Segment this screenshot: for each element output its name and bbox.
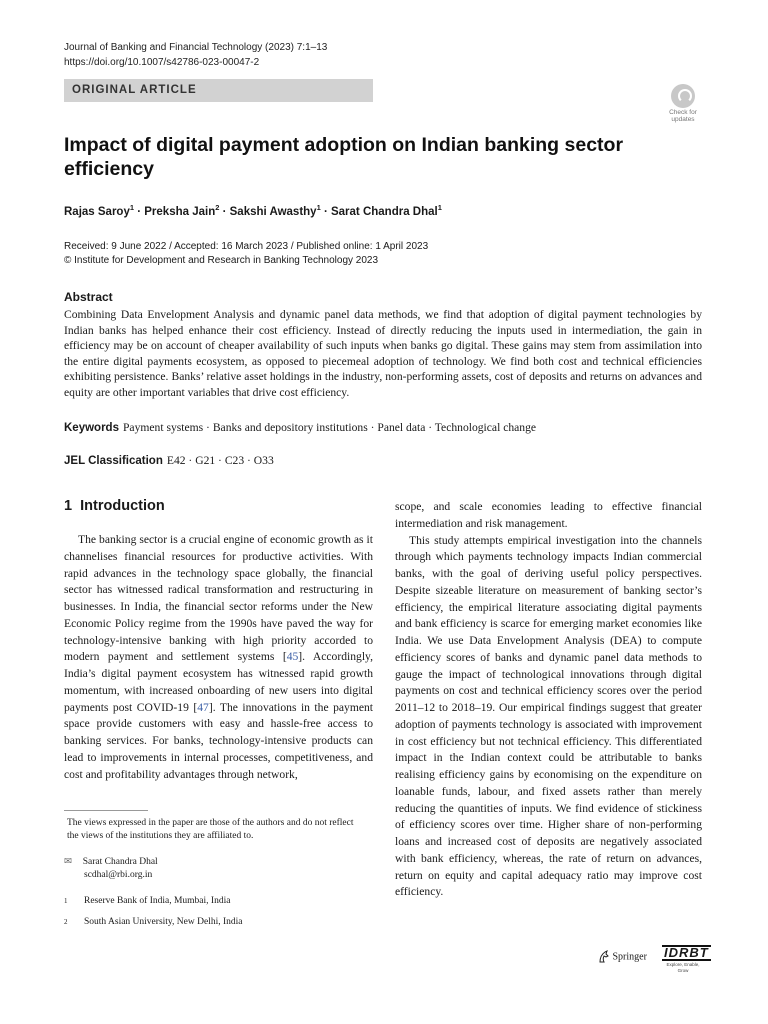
- keywords-text: Payment systems · Banks and depository institutions · Panel data · Technological change: [122, 421, 537, 434]
- abstract-text: Combining Data Envelopment Analysis and dynamic panel data methods, we find that adoption of digital payment technologies by Indian banks has helped enhance their cost efficiency. Instead of directly reducing the inputs used in intermediation, the gain in efficiency may be on account of cheaper availability of such inputs when banks go digital. These gains may stem from assimilation into the entire digital payments ecosystem, as opposed to piecemeal adoption of technology. We find both cost and technical efficiencies exhibiting persistence. Banks’ relative asset holdings in the industry, non-performing assets, cost of deposits and returns on advances and equity are other important variables that drive cost efficiency.: [64, 308, 702, 399]
- footnote-rule: [64, 810, 148, 811]
- article-dates: [64, 240, 428, 268]
- crossmark-icon: [671, 84, 695, 108]
- views-footnote: The views expressed in the paper are those of the authors and do not reflect the views of the institutions they are affiliated to.: [67, 818, 354, 841]
- citation-link[interactable]: 47: [197, 700, 209, 714]
- author-name[interactable]: Sarat Chandra Dhal: [330, 205, 438, 218]
- affiliation: $^1$ Reserve Bank of India, Mumbai, India: [64, 896, 231, 906]
- corresponding-author: ✉ Sarat Chandra Dhal scdhal@rbi.org.in: [64, 857, 158, 880]
- jel-codes: E42 · G21 · C23 · O33: [166, 454, 274, 467]
- jel-heading: JEL Classification: [64, 455, 163, 467]
- idrbt-logo: IDRBT Explore, Enable, Grow: [664, 945, 709, 973]
- author-name[interactable]: Preksha Jain: [144, 205, 216, 218]
- abstract-heading: Abstract: [64, 290, 113, 304]
- paragraph: The banking sector is a crucial engine of economic growth as it channelises financial resources for productive activities. With rapid advances in the technology space globally, the financial sector has witnessed radical transformation and restructuring in businesses. In India, the financial sector reforms under the New Economic Policy regime from the 1990s have paved the way for technology-intensive banking with high priority accorded to modern payment and settlement systems [45]. Accordingly, India’s digital payment ecosystem has witnessed rapid growth momentum, with increased onboarding of new users into digital payments post COVID-19 [47]. The innovations in the payment space provide customers with easy and hassle-free access to banking services. For banks, technology-intensive products can lead to improvements in internal processes, competitiveness, and cost and profitability advantages through network,: [64, 533, 374, 781]
- envelope-icon: ✉: [64, 857, 72, 867]
- copyright-line: © Institute for Development and Research in Banking Technology 2023: [64, 255, 379, 266]
- left-column: [64, 532, 373, 783]
- citation-link[interactable]: 45: [286, 650, 299, 664]
- springer-logo: Springer: [598, 950, 647, 964]
- email-link[interactable]: scdhal@rbi.org.in: [84, 870, 153, 880]
- author-name[interactable]: Rajas Saroy: [64, 205, 130, 218]
- article-type-banner: ORIGINAL ARTICLE: [64, 79, 373, 102]
- doi-link[interactable]: https://doi.org/10.1007/s42786-023-00047-2: [64, 57, 260, 68]
- paragraph: This study attempts empirical investigation into the channels through which payments technology impacts Indian commercial banks, with the goal of deriving useful policy perspectives. Despite sizeable literature on measurement of banking sector’s efficiency, the empirical literature associating digital payments and bank efficiency is scarce for emerging market economies like India. We use Data Envelopment Analysis (DEA) to compute efficiency scores of banks and dynamic panel data methods to gauge the impact of technological innovations through digital payments on cost and technical efficiency scores over the period 2011–12 to 2018–19. Our empirical findings suggest that greater adoption of payments technology is associated with improvement in cost efficiency but not technical efficiency. This differentiated impact in the Indian context could be attributable to banks realising efficiency gains by economising on the expenditure on loanable funds, labour, and fixed assets rather than merely reducing the quantities of inputs. We find evidence of stickiness of efficiency scores over time. Higher share of non-performing loans and increased cost of deposits are negatively associated with bank efficiency, whereas, the rate of return on advances, return on equity and capital adequacy ratio may improve cost efficiency.: [395, 533, 702, 899]
- history-dates: Received: 9 June 2022 / Accepted: 16 March 2023 / Published online: 1 April 2023: [64, 241, 429, 252]
- right-column: [395, 499, 702, 901]
- journal-citation: Journal of Banking and Financial Technology (2023) 7:1–13: [64, 42, 328, 53]
- section-heading: 1 Introduction: [64, 498, 165, 514]
- article-title: Impact of digital payment adoption on Indian banking sector efficiency: [64, 134, 624, 180]
- author-name[interactable]: Sakshi Awasthy: [229, 205, 317, 218]
- author-list: Rajas Saroy$^1$ · Preksha Jain$^2$ · Sakshi Awasthy$^1$ · Sarat Chandra Dhal$^1$: [64, 203, 442, 218]
- crossmark-badge[interactable]: Check for updates: [663, 84, 703, 124]
- paragraph: scope, and scale economies leading to effective financial intermediation and risk management.: [395, 500, 702, 530]
- springer-horse-icon: [598, 950, 610, 964]
- keywords-heading: Keywords: [64, 422, 119, 434]
- keywords: [64, 421, 702, 434]
- affiliation: $^2$ South Asian University, New Delhi, India: [64, 917, 243, 927]
- jel-classification: [64, 454, 274, 467]
- journal-header: [64, 40, 327, 70]
